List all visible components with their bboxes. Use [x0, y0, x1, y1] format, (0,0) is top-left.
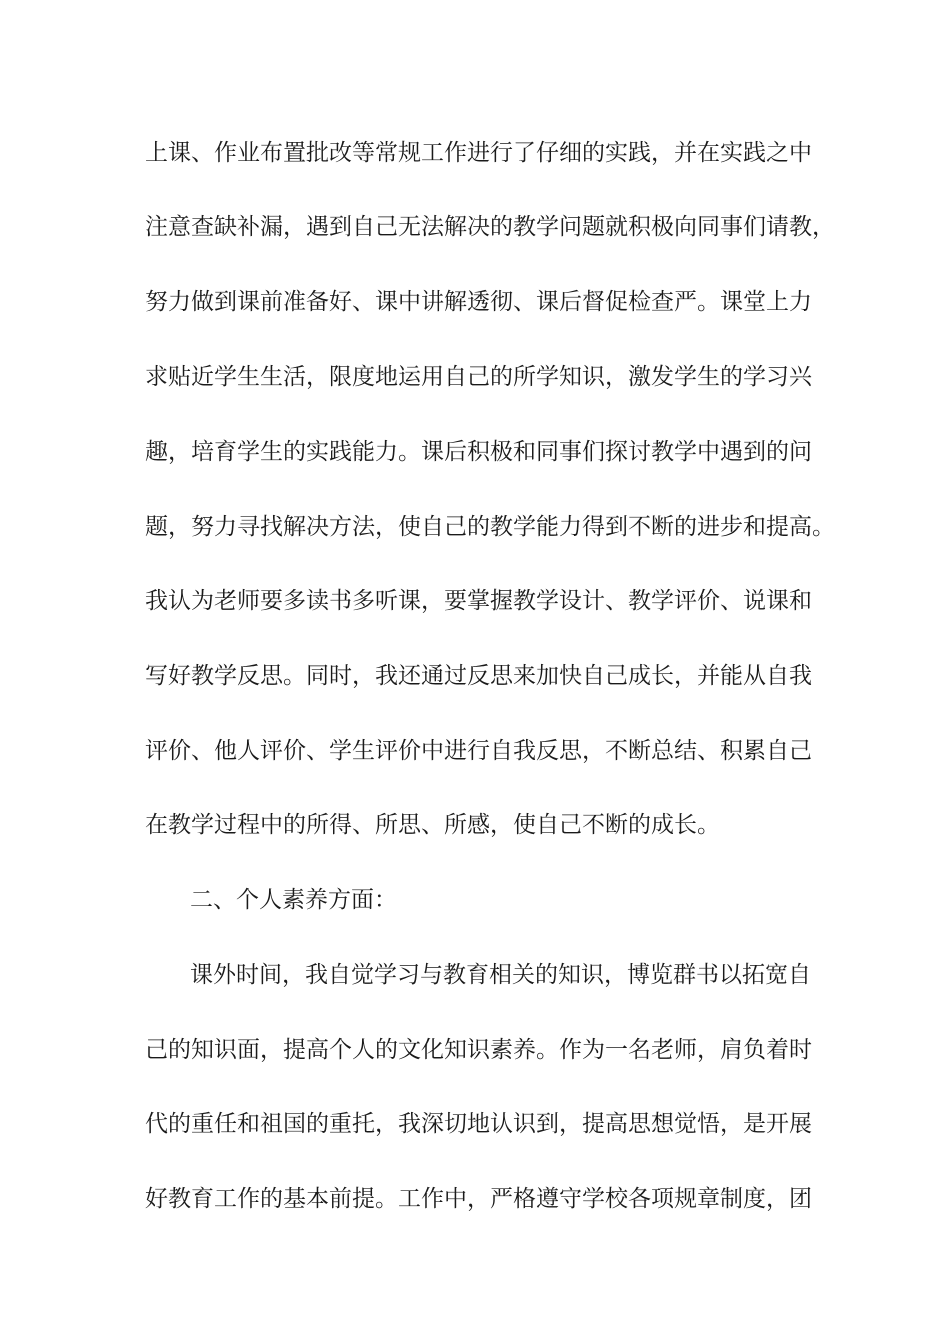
body-text-line: 我认为老师要多读书多听课，要掌握教学设计、教学评价、说课和 — [145, 588, 812, 614]
body-text-line: 评价、他人评价、学生评价中进行自我反思，不断总结、积累自己 — [145, 738, 812, 764]
body-text-line: 上课、作业布置批改等常规工作进行了仔细的实践，并在实践之中 — [145, 140, 812, 166]
body-text-line: 在教学过程中的所得、所思、所感，使自己不断的成长。 — [145, 812, 720, 838]
body-text-line: 己的知识面，提高个人的文化知识素养。作为一名老师，肩负着时 — [145, 1037, 812, 1063]
section-heading: 二、个人素养方面： — [190, 887, 397, 913]
body-text-line: 注意查缺补漏，遇到自己无法解决的教学问题就积极向同事们请教， — [145, 214, 835, 240]
body-text-line: 代的重任和祖国的重托，我深切地认识到，提高思想觉悟，是开展 — [145, 1111, 812, 1137]
body-text-line: 求贴近学生生活，限度地运用自己的所学知识，激发学生的学习兴 — [145, 364, 812, 390]
body-text-line: 努力做到课前准备好、课中讲解透彻、课后督促检查严。课堂上力 — [145, 289, 812, 315]
body-text-line: 题，努力寻找解决方法，使自己的教学能力得到不断的进步和提高。 — [145, 514, 835, 540]
body-text-line: 写好教学反思。同时，我还通过反思来加快自己成长，并能从自我 — [145, 663, 812, 689]
body-text-line: 课外时间，我自觉学习与教育相关的知识，博览群书以拓宽自 — [190, 962, 811, 988]
body-text-line: 好教育工作的基本前提。工作中，严格遵守学校各项规章制度，团 — [145, 1186, 812, 1212]
body-text-line: 趣，培育学生的实践能力。课后积极和同事们探讨教学中遇到的问 — [145, 439, 812, 465]
